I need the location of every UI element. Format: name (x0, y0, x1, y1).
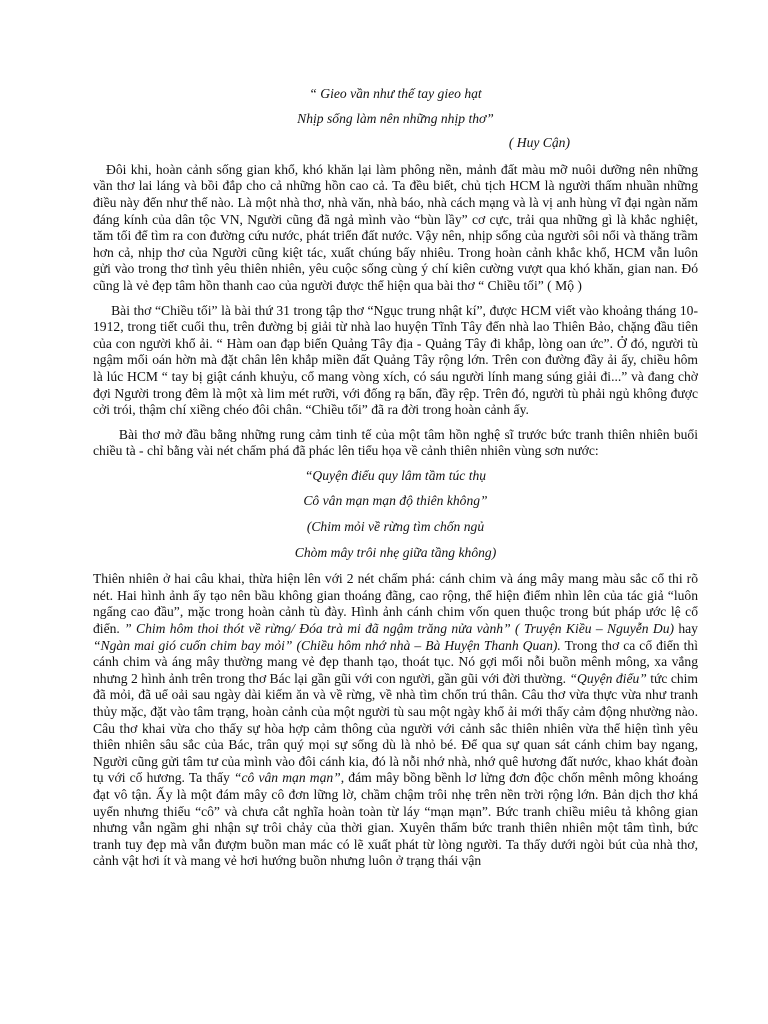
verse-line-4: Chòm mây trôi nhẹ giữa tầng không) (294, 544, 497, 560)
analysis-text-3: Trong thơ ca cổ điển thì cánh chim và áng mây thường mang vẻ đẹp thanh tạo, thoát tục. Nó gợi mối nỗi buồn mênh mông, xa vắng nhưng 2 hình ảnh trên trong thơ Bác lại gần gũi với con người, gần gũi với đời thường. (93, 637, 698, 686)
analysis-quote-quyen-dieu: “Quyện điểu” (569, 670, 647, 686)
paragraph-opening: Bài thơ mở đầu bằng những rung cảm tinh tế của một tâm hồn nghệ sĩ trước bức tranh thiên nhiên buổi chiều tà - chỉ bằng vài nét chấm phá đã phác lên tiểu họa về cảnh thiên nhiên vùng sơn nước: (93, 426, 702, 459)
analysis-text-4: tức chim đã mỏi, đã uể oải sau ngày dài kiếm ăn và về rừng, về nhà tìm chốn trú thân. Câu thơ vừa thực vừa như tranh thủy mặc, đặt vào tâm trạng, hoàn cảnh của một người tù sau một ngày khổ ải mới thấy cảm động nhường nào. Câu thơ khai vừa cho thấy sự hòa hợp cảm thông của người với cảnh sắc thiên nhiên vừa thể hiện tình yêu thiên nhiên sâu sắc của Bác, trân quý mọi sự sống dù là nhỏ bé. Để qua sự quan sát cánh chim bay ngang, Người cũng gửi tâm tư của mình vào đôi cánh kia, đó là nỗi nhớ nhà, nhớ quê hương đất nước, khao khát đoàn tụ với cố hương. Ta thấy (93, 670, 699, 786)
analysis-text-5: , đám mây bồng bềnh lơ lửng đơn độc chốn mênh mông khoáng đạt vô tận. Ấy là một đám mây cô đơn lững lờ, chầm chậm trôi nhẹ trên nền trời rộng lớn. Bản dịch thơ khá uyển nhưng thiếu “cô” và chưa cắt nghĩa hoàn toàn từ láy “mạn mạn”. Bức tranh chiều miêu tả không gian nhưng vẫn ngầm ghi nhận sự trôi chảy của thời gian. Xuyên thấm bức tranh thiên nhiên một tâm tình, bức tranh tuy đẹp mà vẫn đượm buồn man mác có lẽ xuất phát từ lòng người. Ta thấy dưới ngòi bút của nhà thơ, cảnh vật hơi ít và mang vẻ hơi hướng buồn nhưng luôn ở trạng thái vận (93, 770, 698, 869)
epigraph-line-1: “ Gieo vần như thế tay gieo hạt (309, 86, 482, 101)
analysis-text-2: hay (674, 621, 698, 637)
analysis-text-1: Thiên nhiên ở hai câu khai, thừa hiện lên với 2 nét chấm phá: cánh chim và áng mây mang màu sắc cổ thi rõ nét. Hai hình ảnh ấy tạo nên bầu không gian thoáng đãng, cao rộng, thể hiện điểm nhìn lên của tác giả “luôn ngẩng cao đầu”, mặc trong hoàn cảnh tù đày. Hình ảnh cánh chim vốn quen thuộc trong bút pháp ước lệ cổ điển. (93, 571, 698, 637)
paragraph-analysis (93, 571, 698, 870)
verse-line-3: (Chim mỏi về rừng tìm chốn ngủ (306, 519, 485, 535)
paragraph-intro: Đôi khi, hoàn cảnh sống gian khổ, khó khăn lại làm phông nền, mảnh đất màu mỡ nuôi dưỡng nên những vần thơ lai láng và bồi đắp cho cả những hồn cao cả. Ta đều biết, chủ tịch HCM là người thấm nhuần những điều này đến như thế nào. Là một nhà thơ, nhà văn, nhà báo, nhà cách mạng và là vị anh hùng vĩ đại ngàn năm đáng kính của dân tộc VN, Người cũng đã ngả mình vào “bùn lầy” cơ cực, trải qua những gì là khắc nghiệt, tăm tối để tìm ra con đường cứu nước, phát triển đất nước. Vậy nên, nhịp sống của người sôi nổi và thăng trầm hơn cả, nhịp thơ của Người cũng kiệt tác, xuất chúng bấy nhiêu. Trong hoàn cảnh khắc khổ, HCM vẫn luôn gửi vào trong thơ tình yêu thiên nhiên, yêu cuộc sống cùng ý chí kiên cường vượt qua khó khăn, gian nan. Đó cũng là vẻ đẹp tâm hồn thanh cao của người được thể hiện qua bài thơ “ Chiều tối” ( Mộ ) (93, 161, 702, 293)
epigraph-author: ( Huy Cận) (508, 135, 570, 151)
epigraph-line-2: Nhịp sống làm nên những nhịp thơ” (297, 110, 494, 126)
analysis-quote-co-van: “cô vân mạn mạn” (233, 770, 341, 786)
verse-line-2: Cô vân mạn mạn độ thiên không” (303, 493, 488, 509)
analysis-quote-chieu-hom: “Ngàn mai gió cuốn chim bay mỏi” (Chiều hôm nhớ nhà – Bà Huyện Thanh Quan). (93, 637, 561, 653)
analysis-quote-truyen-kieu: ” Chim hôm thoi thót về rừng/ Đóa trà mi đã ngậm trăng nửa vành” ( Truyện Kiều – Nguyễn Du) (124, 621, 675, 637)
verse-line-1: “Quyện điểu quy lâm tầm túc thụ (304, 467, 487, 483)
paragraph-context: Bài thơ “Chiều tối” là bài thứ 31 trong tập thơ “Ngục trung nhật kí”, được HCM viết vào khoảng tháng 10-1912, trong tiết cuối thu, trên đường bị giải từ nhà lao huyện Tĩnh Tây đến nhà lao Thiên Bảo, chặng đầu tiên của con người khổ ải. “ Hàm oan đạp biến Quảng Tây địa - Quảng Tây đi khắp, lòng oan ức”. Ở đó, người tù ngậm mối oán hờn mà đặt chân lên khắp miền đất Quảng Tây rộng lớn. Trên con đường đầy ải ấy, chiều hôm là lúc HCM “ tay bị giật cánh khuỷu, cổ mang vòng xích, có sáu người lính mang súng giải đi...” và đang chờ đợi Người trong đêm là một xà lim mét rưỡi, với đống rạ bẩn, đầy rệp. Trên đó, người tù phải ngủ không được cởi trói, thậm chí xiềng chéo đôi chân. “Chiều tối” đã ra đời trong hoàn cảnh ấy. (93, 302, 702, 418)
